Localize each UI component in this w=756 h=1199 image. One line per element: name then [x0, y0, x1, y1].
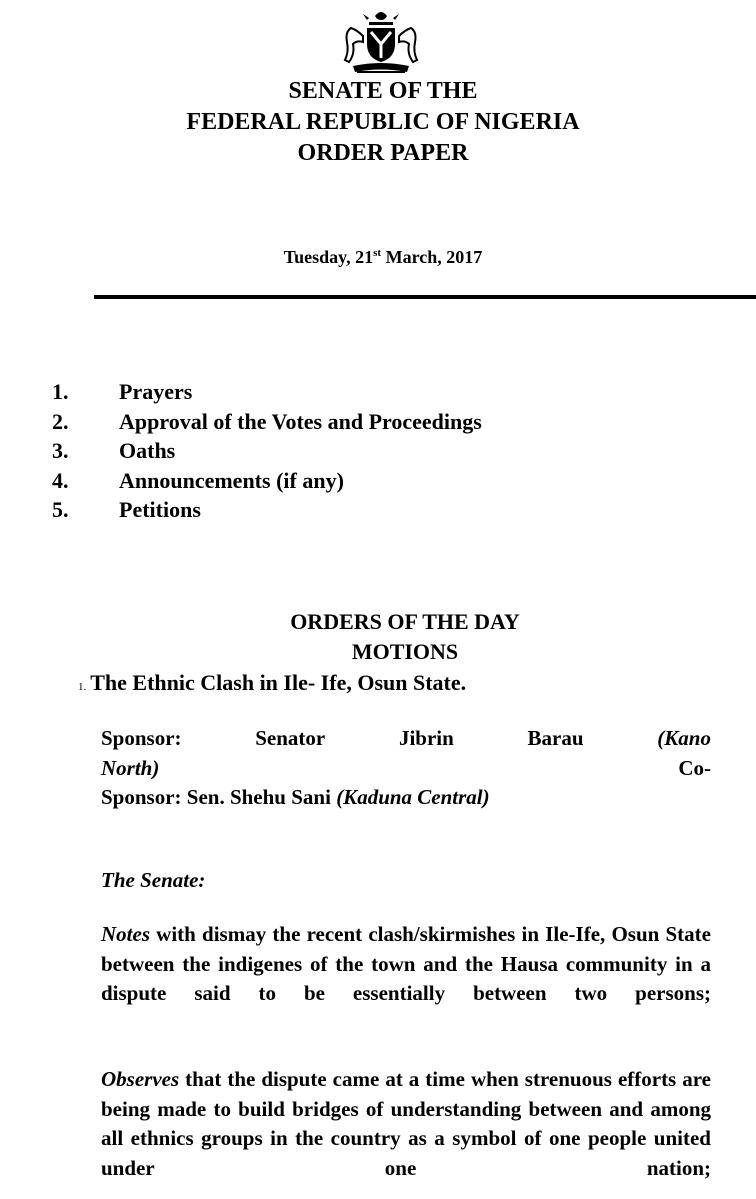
divider-rule: [94, 295, 756, 299]
sponsor-block: Sponsor: Senator Jibrin Barau (Kano North) Co- Sponsor: Sen. Shehu Sani (Kaduna Central): [101, 726, 711, 809]
agenda-item: 4. Announcements (if any): [52, 467, 344, 493]
agenda-item: 2. Approval of the Votes and Proceedings: [52, 408, 482, 434]
orders-of-the-day-heading: ORDERS OF THE DAY: [290, 609, 520, 634]
motions-heading: MOTIONS: [351, 639, 459, 664]
paragraph-observes: Observes that the dispute came at a time when strenuous efforts are being made to build bridges of understanding between and among all ethnics groups in the country as a symbol of one people united under one nation;: [101, 1067, 711, 1180]
heading-republic: FEDERAL REPUBLIC OF NIGERIA: [186, 109, 580, 135]
motion-title: 1. The Ethnic Clash in Ile- Ife, Osun State.: [78, 670, 467, 695]
heading-order-paper: ORDER PAPER: [297, 140, 469, 166]
senate-label: The Senate:: [101, 868, 206, 892]
paragraph-notes: Notes with dismay the recent clash/skirmishes in Ile-Ife, Osun State between the indigenes of the town and the Hausa community in a dispute said to be essentially between two persons;: [101, 922, 711, 1005]
order-date: Tuesday, 21st March, 2017: [283, 247, 483, 267]
agenda-list: [52, 377, 482, 525]
agenda-item: 5. Petitions: [52, 497, 201, 522]
agenda-item: 1. Prayers: [52, 379, 193, 404]
coat-of-arms-icon: [333, 6, 429, 78]
heading-senate: SENATE OF THE: [288, 78, 478, 104]
agenda-item: 3. Oaths: [52, 438, 176, 463]
